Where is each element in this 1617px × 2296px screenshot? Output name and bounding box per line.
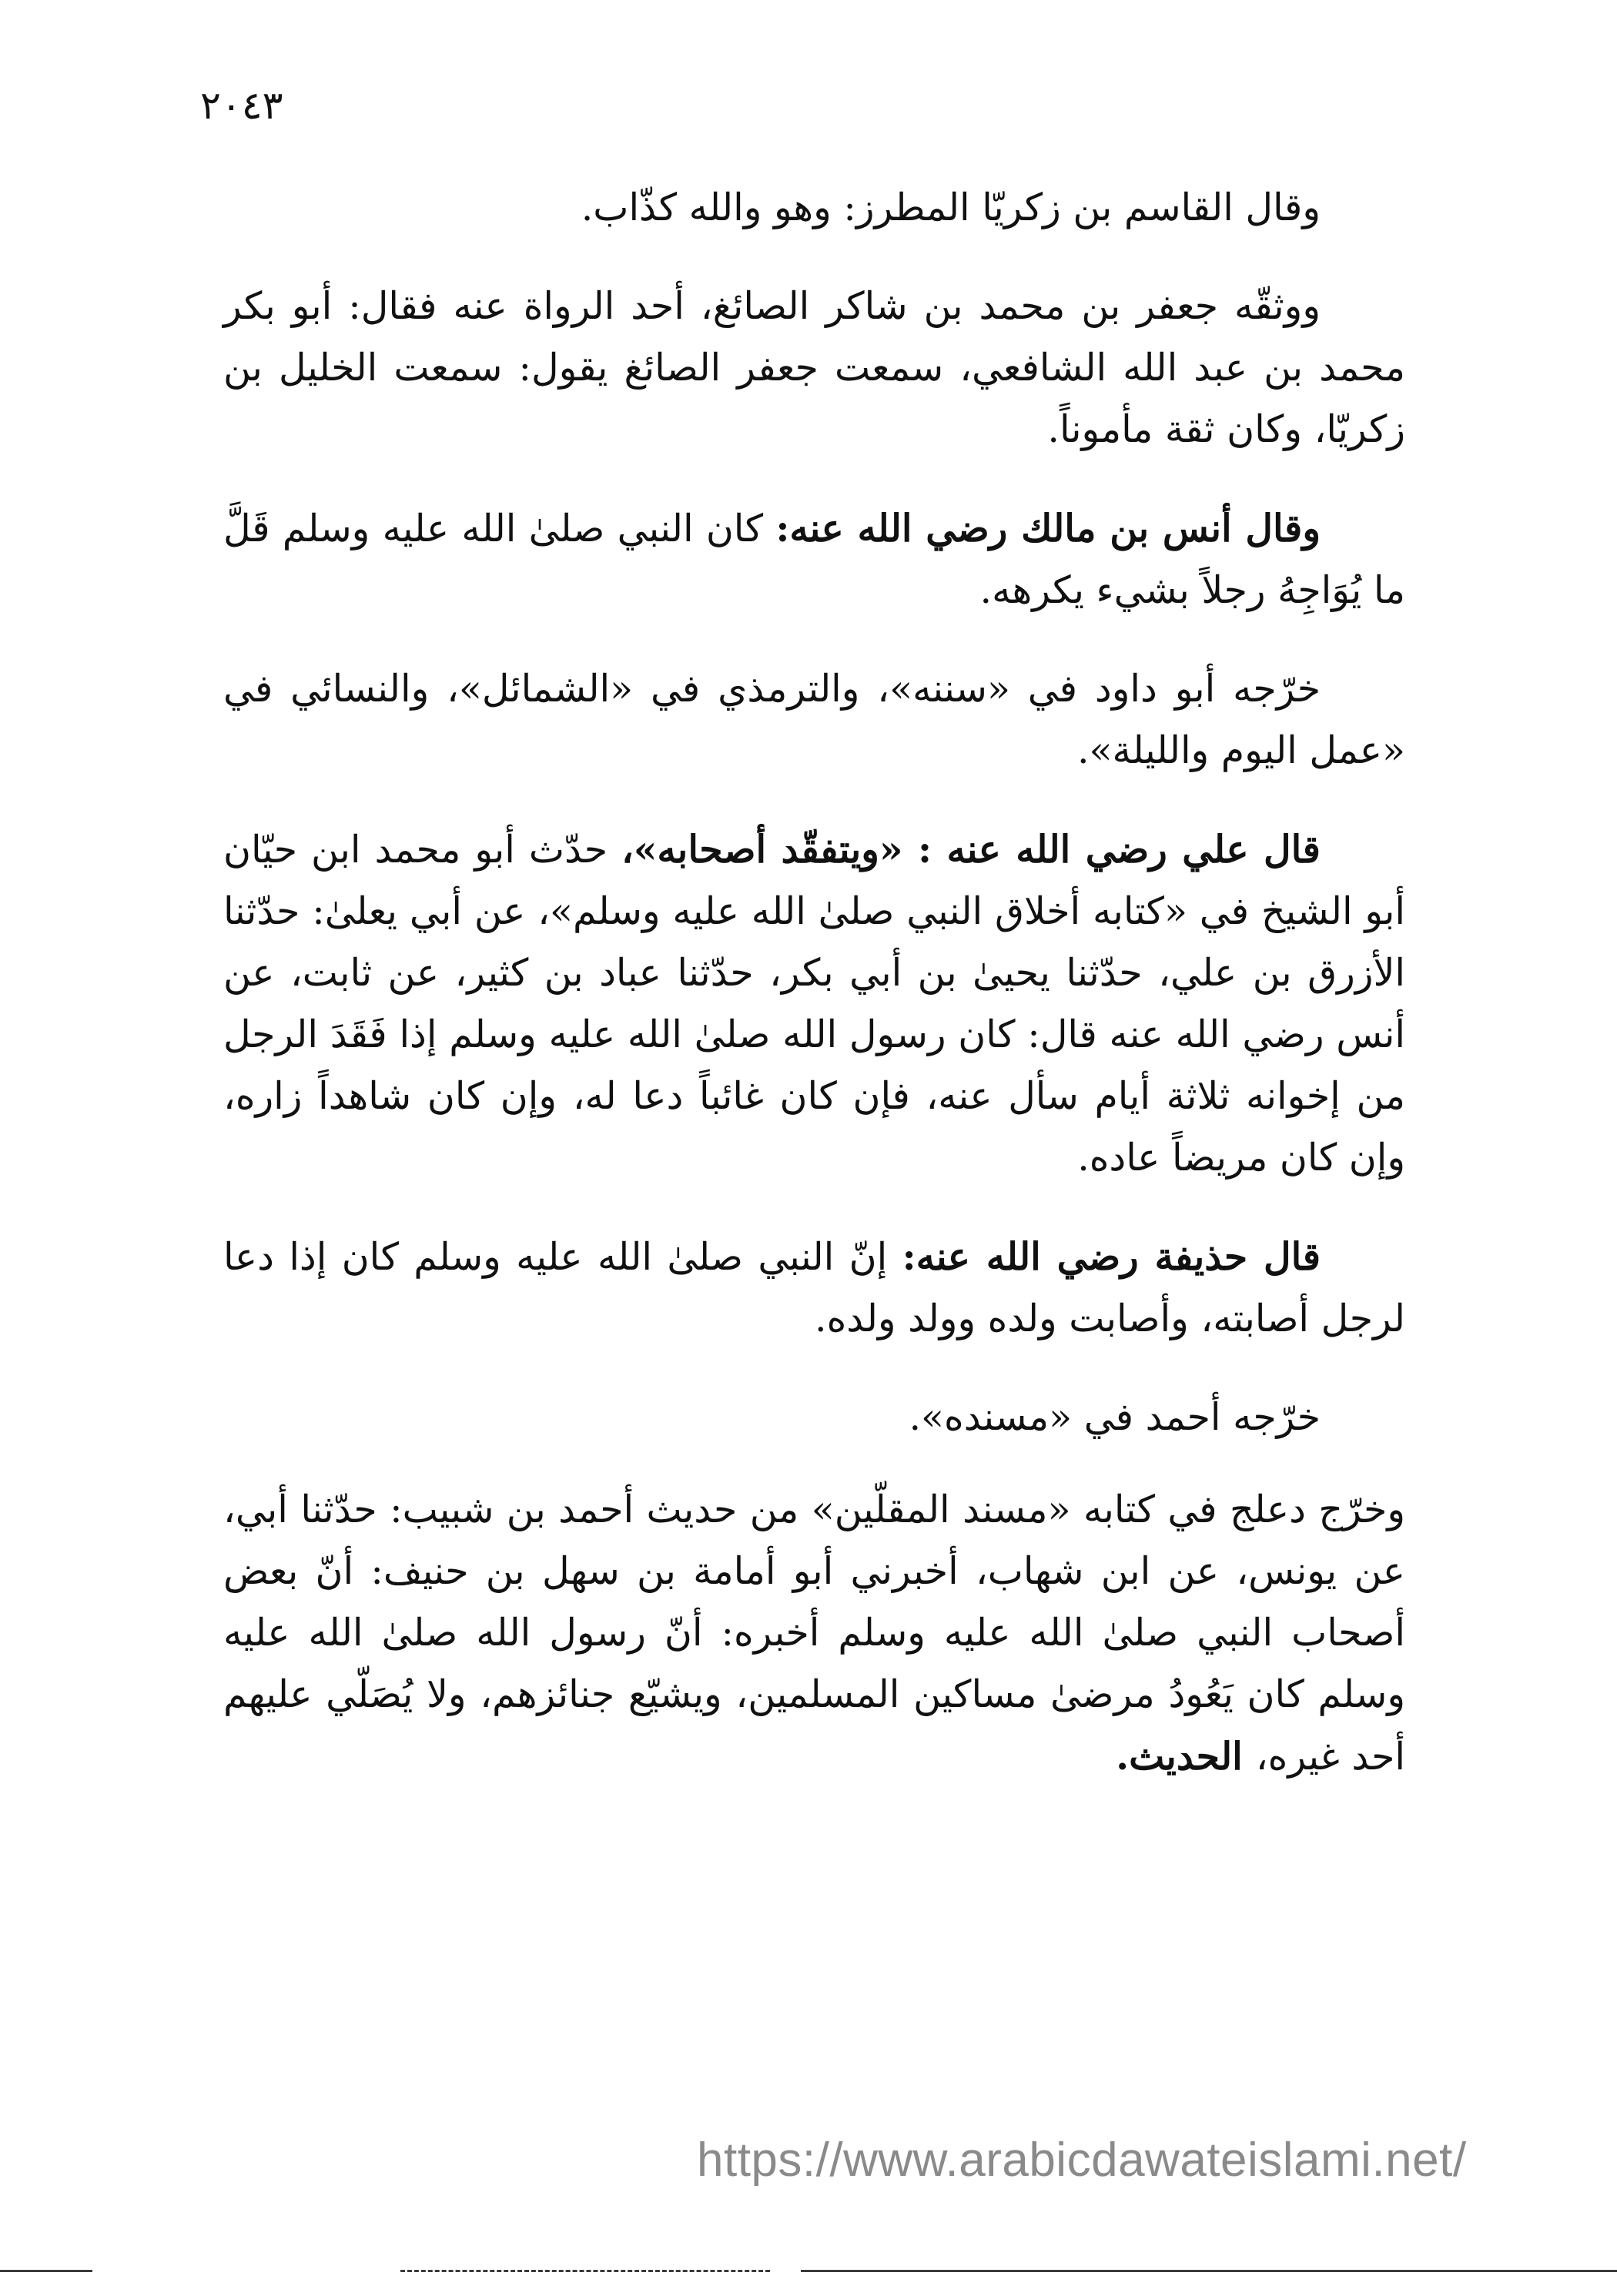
- paragraph-takhrij-2: خرّجه أحمد في «مسنده».: [909, 1395, 1321, 1439]
- paragraph-hudhayfa: [223, 1226, 1405, 1350]
- paragraph-lead: وقال أنس بن مالك رضي الله عنه:: [775, 506, 1321, 551]
- paragraph-text: كان النبي صلىٰ الله عليه وسلم قَلَّ ما يُوَاجِهُ رجلاً بشيء يكرهه.: [223, 507, 1405, 612]
- website-watermark: https://www.arabicdawateislami.net/: [697, 2134, 1467, 2187]
- page-number: ٢٠٤٣: [200, 83, 283, 128]
- footer-rule: [400, 2270, 770, 2272]
- paragraph-tawthiq: ووثقّه جعفر بن محمد بن شاكر الصائغ، أحد الرواة عنه فقال: أبو بكر محمد بن عبد الله الشافعي، سمعت جعفر الصائغ يقول: سمعت الخليل بن زكريّا، وكان ثقة مأموناً.: [223, 284, 1405, 451]
- paragraph-lead: قال حذيفة رضي الله عنه:: [902, 1234, 1321, 1279]
- paragraph-lead: قال علي رضي الله عنه : «ويتفقّد أصحابه»،: [621, 827, 1321, 872]
- footer-rule: [0, 2270, 92, 2272]
- paragraph-dalaj: [223, 1479, 1405, 1788]
- paragraph-takhrij-1: خرّجه أبو داود في «سننه»، والترمذي في «الشمائل»، والنسائي في «عمل اليوم والليلة».: [223, 667, 1405, 772]
- paragraph-text: وخرّج دعلج في كتابه «مسند المقلّين» من حديث أحمد بن شبيب: حدّثنا أبي، عن يونس، عن ابن شهاب، أخبرني أبو أمامة بن سهل بن حنيف: أنّ بعض أصحاب النبي صلىٰ الله عليه وسلم أخبره: أنّ رسول الله صلىٰ الله عليه وسلم كان يَعُودُ مرضىٰ مساكين المسلمين، ويشيّع جنائزهم، ولا يُصَلّي عليهم أحد غيره،: [223, 1488, 1405, 1779]
- footer-rule: [801, 2270, 1617, 2272]
- paragraph-tail: الحديث.: [1116, 1734, 1256, 1779]
- paragraph-text: حدّث أبو محمد ابن حيّان أبو الشيخ في «كتابه أخلاق النبي صلىٰ الله عليه وسلم»، عن أبي يعلىٰ: حدّثنا الأزرق بن علي، حدّثنا يحيىٰ بن أبي بكر، حدّثنا عباد بن كثير، عن ثابت، عن أنس رضي الله عنه قال: كان رسول الله صلىٰ الله عليه وسلم إذا فَقَدَ الرجل من إخوانه ثلاثة أيام سأل عنه، فإن كان غائباً دعا له، وإن كان شاهداً زاره، وإن كان مريضاً عاده.: [223, 828, 1405, 1180]
- paragraph-text: إنّ النبي صلىٰ الله عليه وسلم كان إذا دعا لرجل أصابته، وأصابت ولده وولد ولده.: [223, 1235, 1405, 1340]
- paragraph-ali: [223, 818, 1405, 1189]
- page-body: [223, 177, 1405, 1825]
- paragraph-qasim: وقال القاسم بن زكريّا المطرز: وهو والله كذّاب.: [581, 186, 1321, 229]
- paragraph-anas-1: [223, 497, 1405, 621]
